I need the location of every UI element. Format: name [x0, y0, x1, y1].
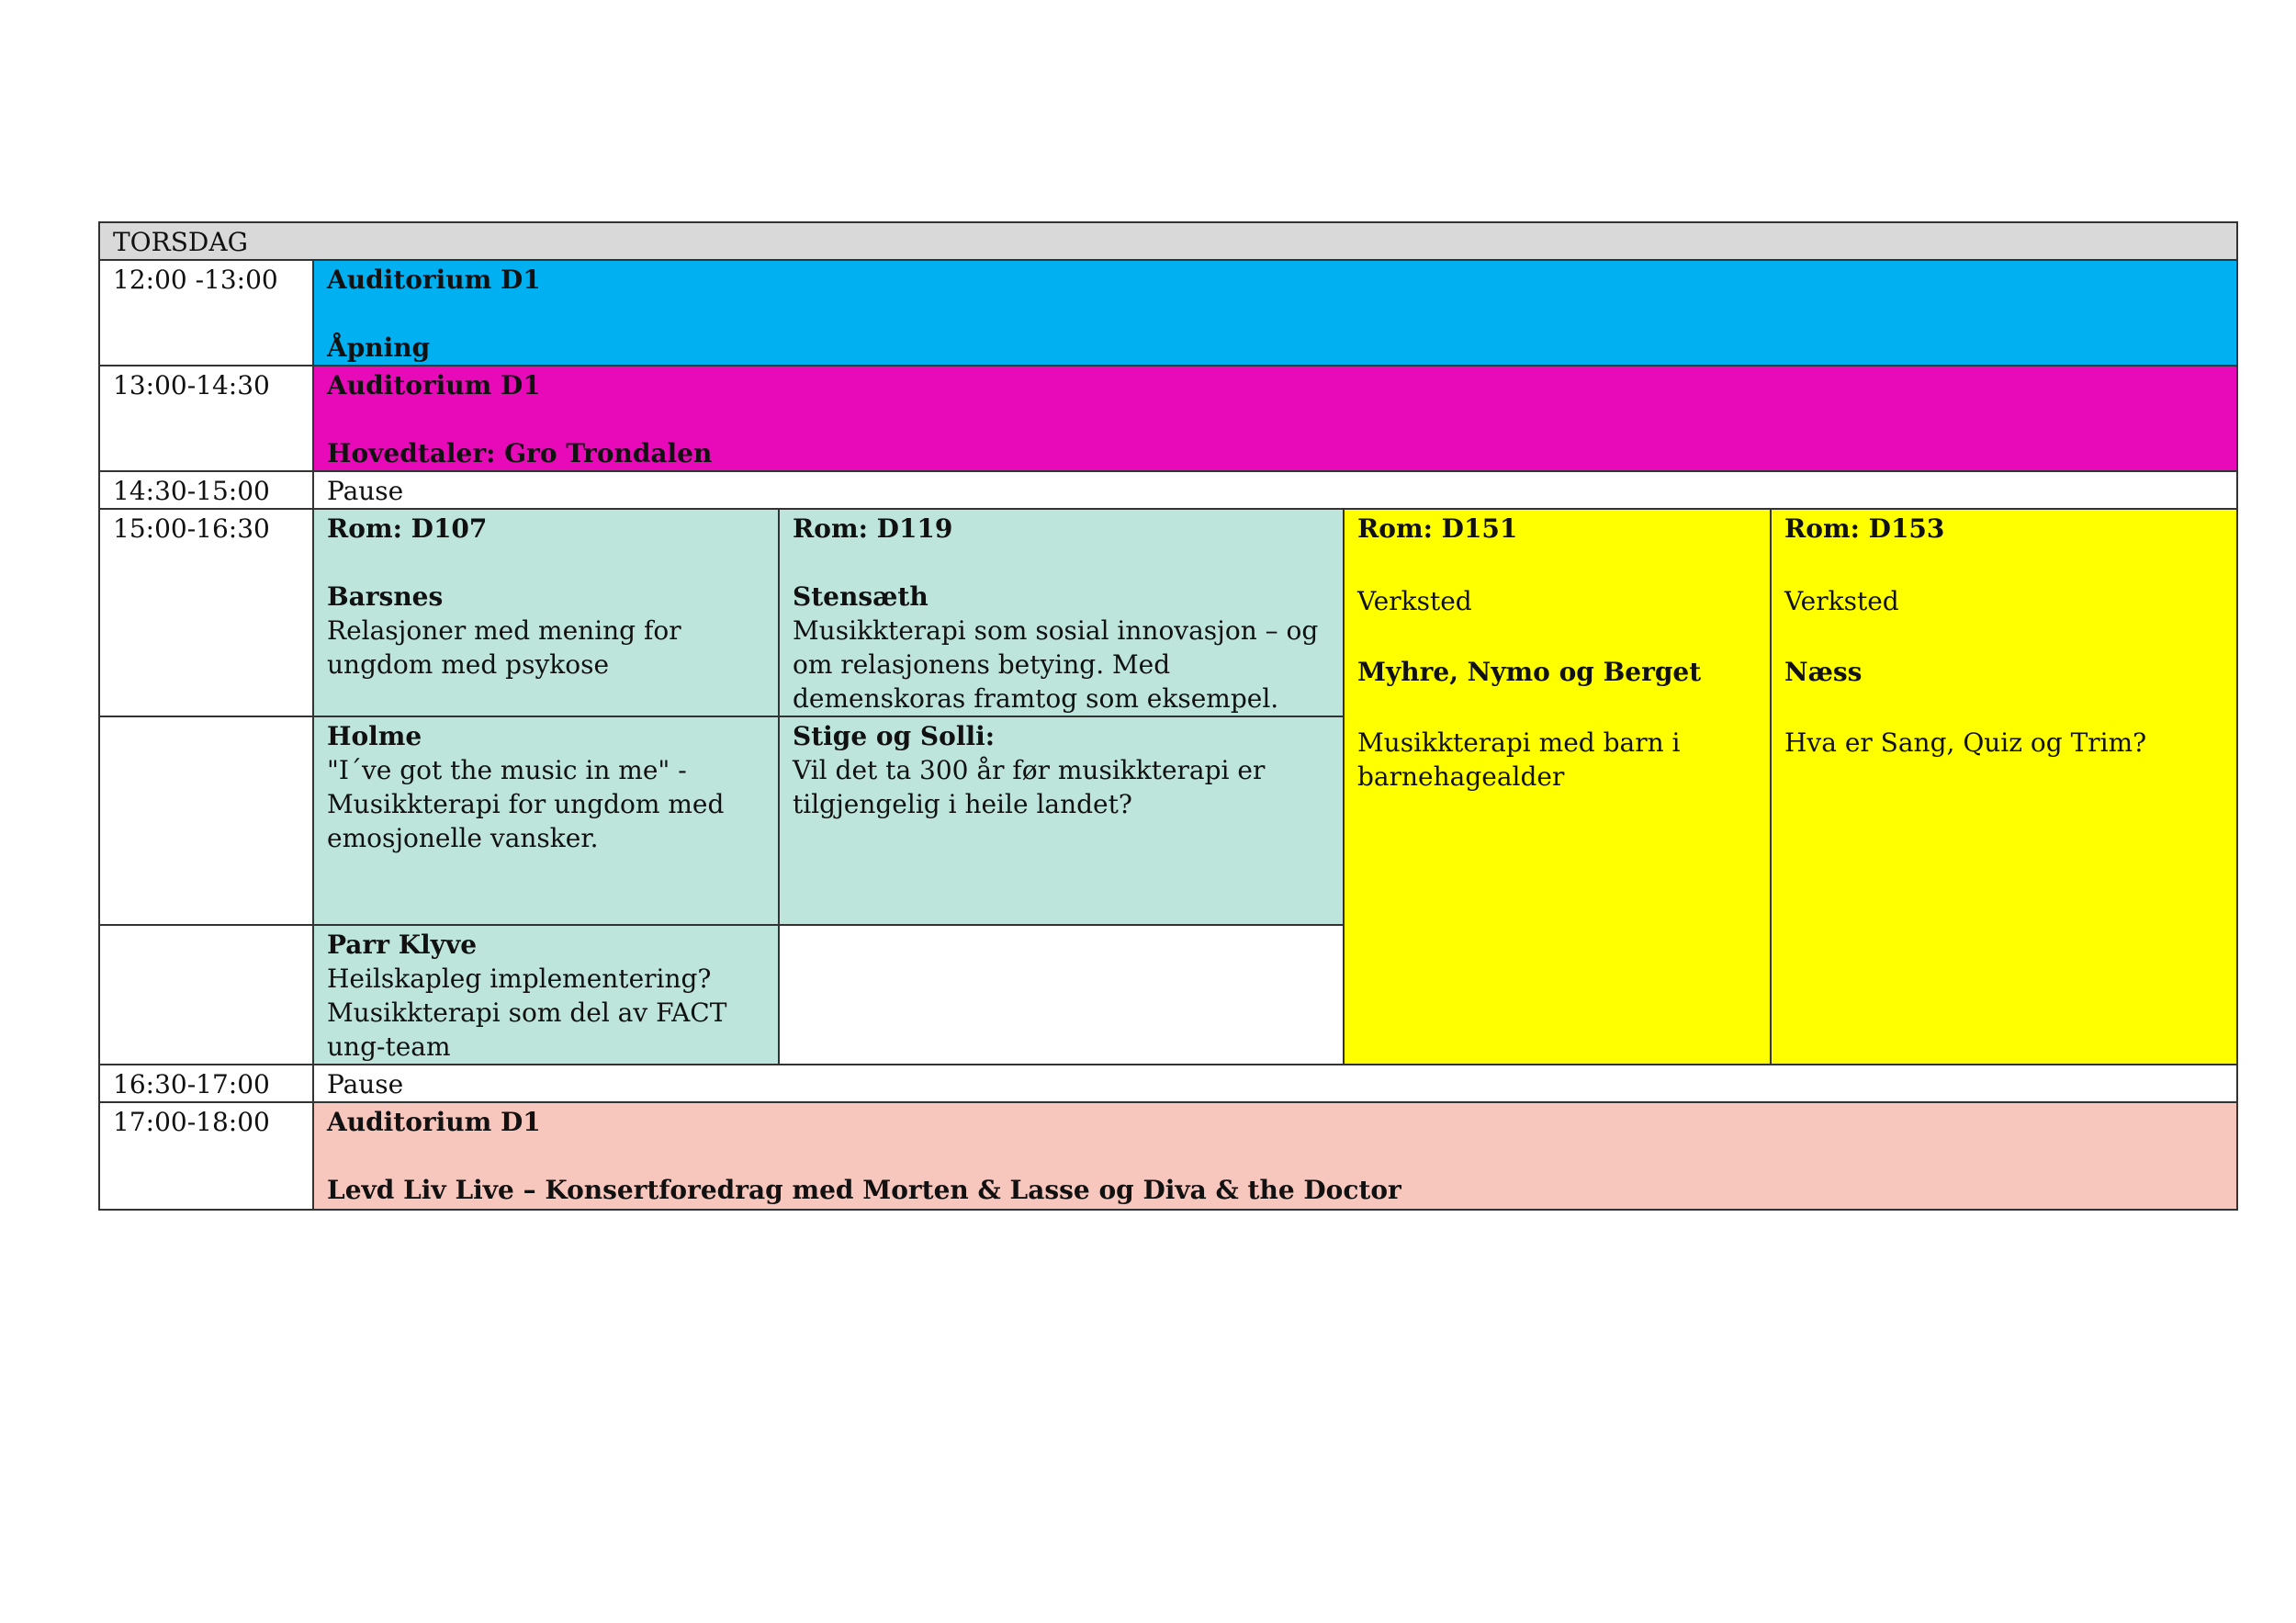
- time-slot-empty: [99, 716, 313, 925]
- speaker-name: Stige og Solli:: [793, 721, 996, 751]
- schedule-row: [99, 366, 2237, 471]
- session-title: Hva er Sang, Quiz og Trim?: [1784, 727, 2147, 758]
- schedule-row: [99, 1102, 2237, 1210]
- session-title: Relasjoner med mening for ungdom med psykose: [327, 615, 681, 680]
- schedule-row: [99, 260, 2237, 366]
- time-label: 14:30-15:00: [113, 476, 270, 506]
- session-d151: [1344, 509, 1771, 1065]
- session-title: Musikkterapi som sosial innovasjon – og om relasjonens betying. Med demenskoras framtog som eksempel.: [793, 615, 1319, 714]
- session-type: Verksted: [1784, 586, 1899, 616]
- session-title: Heilskapleg implementering? Musikkterapi som del av FACT ung-team: [327, 964, 727, 1062]
- pause-label: Pause: [327, 476, 404, 506]
- schedule-row: [99, 1065, 2237, 1102]
- session-title: Musikkterapi med barn i barnehagealder: [1357, 727, 1681, 792]
- time-label: 15:00-16:30: [113, 513, 270, 544]
- time-label: 16:30-17:00: [113, 1069, 270, 1099]
- speaker-name: Myhre, Nymo og Berget: [1357, 657, 1702, 687]
- room-label: Rom: D107: [327, 513, 488, 544]
- room-label: Rom: D151: [1357, 513, 1518, 544]
- time-slot: [99, 260, 313, 366]
- session-d107-1: [313, 509, 779, 716]
- pause-label: Pause: [327, 1069, 404, 1099]
- time-slot-empty: [99, 925, 313, 1065]
- time-label: 13:00-14:30: [113, 370, 270, 400]
- session-title: Levd Liv Live – Konsertforedrag med Morten & Lasse og Diva & the Doctor: [327, 1175, 1401, 1205]
- session-title: "I´ve got the music in me" - Musikkterapi for ungdom med emosjonelle vansker.: [327, 755, 725, 853]
- speaker-name: Barsnes: [327, 581, 444, 612]
- time-label: 12:00 -13:00: [113, 265, 278, 295]
- session-title: Åpning: [327, 332, 431, 363]
- session-title: Vil det ta 300 år før musikkterapi er tilgjengelig i heile landet?: [793, 755, 1266, 819]
- empty-cell: [779, 925, 1344, 1065]
- time-label: 17:00-18:00: [113, 1107, 270, 1137]
- day-header: [99, 222, 2237, 260]
- day-header-row: [99, 222, 2237, 260]
- session-concert: [313, 1102, 2237, 1210]
- speaker-name: Næss: [1784, 657, 1863, 687]
- speaker-name: Parr Klyve: [327, 930, 478, 960]
- room-label: Auditorium D1: [327, 1107, 541, 1137]
- session-keynote: [313, 366, 2237, 471]
- session-type: Verksted: [1357, 586, 1472, 616]
- day-label: TORSDAG: [113, 227, 248, 257]
- speaker-name: Stensæth: [793, 581, 929, 612]
- schedule-table: [98, 221, 2238, 1211]
- room-label: Auditorium D1: [327, 370, 541, 400]
- time-slot: [99, 366, 313, 471]
- time-slot: [99, 471, 313, 509]
- session-d153: [1771, 509, 2237, 1065]
- room-label: Rom: D153: [1784, 513, 1945, 544]
- session-opening: [313, 260, 2237, 366]
- time-slot: [99, 1065, 313, 1102]
- speaker-name: Holme: [327, 721, 422, 751]
- pause-cell: [313, 1065, 2237, 1102]
- session-d107-2: [313, 716, 779, 925]
- session-d119-2: [779, 716, 1344, 925]
- time-slot: [99, 509, 313, 716]
- session-d119-1: [779, 509, 1344, 716]
- room-label: Rom: D119: [793, 513, 953, 544]
- schedule-row: [99, 509, 2237, 716]
- room-label: Auditorium D1: [327, 265, 541, 295]
- schedule-row: [99, 471, 2237, 509]
- pause-cell: [313, 471, 2237, 509]
- time-slot: [99, 1102, 313, 1210]
- session-title: Hovedtaler: Gro Trondalen: [327, 438, 713, 468]
- session-d107-3: [313, 925, 779, 1065]
